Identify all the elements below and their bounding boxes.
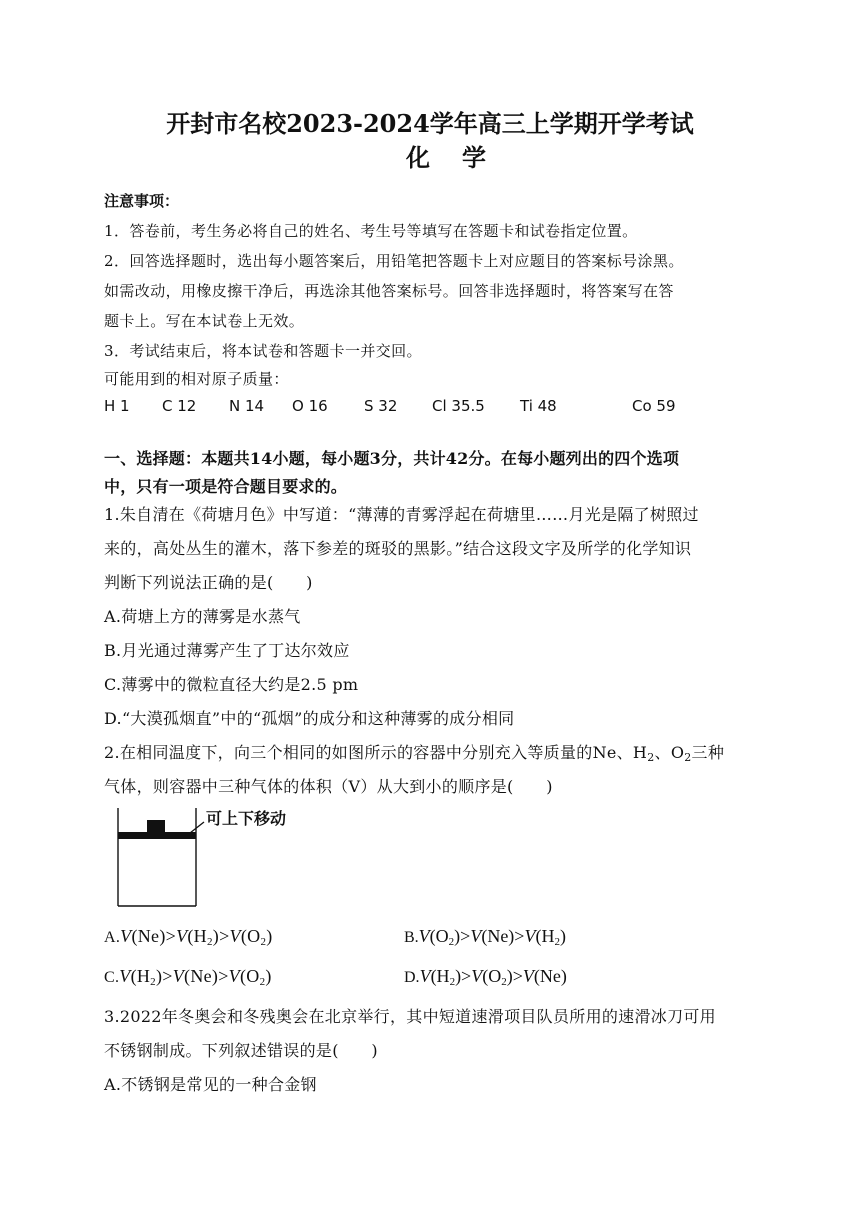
question-2-text: 气体，则容器中三种气体的体积（V）从大到小的顺序是( ) (104, 777, 553, 796)
note-line: 题卡上。写在本试卷上无效。 (104, 312, 305, 330)
container-figure (114, 806, 324, 916)
piston (118, 832, 196, 839)
atomic-mass-label: 可能用到的相对原子质量： (104, 370, 289, 388)
atomic-mass: Cl 35.5 (432, 397, 485, 415)
atomic-mass: N 14 (229, 397, 265, 415)
note-line: 2．回答选择题时，选出每小题答案后，用铅笔把答题卡上对应题目的答案标号涂黑。 (104, 252, 684, 270)
atomic-mass-list (104, 397, 676, 415)
atomic-mass: C 12 (162, 397, 197, 415)
question-1-text: 来的，高处丛生的灌木，落下参差的斑驳的黑影。”结合这段文字及所学的化学知识 (104, 539, 692, 558)
note-line: 如需改动，用橡皮擦干净后，再选涂其他答案标号。回答非选择题时，将答案写在答 (104, 282, 674, 300)
question-1-option-c: C.薄雾中的微粒直径大约是2.5 pm (104, 675, 359, 694)
subject-title: 化学 (406, 143, 518, 172)
question-1-option-b: B.月光通过薄雾产生了丁达尔效应 (104, 641, 350, 660)
note-line: 3．考试结束后，将本试卷和答题卡一并交回。 (104, 342, 422, 360)
question-2-option-c: $C.V(H_2)>V(Ne)>V(O_2)$ (104, 966, 272, 988)
exam-title: 开封市名校2023-2024学年高三上学期开学考试 (166, 109, 694, 138)
question-2-option-a: $A.V(Ne)>V(H_2)>V(O_2)$ (104, 926, 273, 948)
atomic-mass: S 32 (364, 397, 398, 415)
atomic-mass: O 16 (292, 397, 328, 415)
question-3-text: 3.2022年冬奥会和冬残奥会在北京举行，其中短道速滑项目队员所用的速滑冰刀可用 (104, 1007, 716, 1026)
figure-label: 可上下移动 (206, 809, 287, 828)
question-3-option-a: A.不锈钢是常见的一种合金钢 (104, 1075, 317, 1094)
question-1-stem-end: 判断下列说法正确的是( ) (104, 573, 313, 592)
atomic-mass: Ti 48 (520, 397, 557, 415)
label-leader-line (190, 822, 204, 833)
question-1-option-a: A.荷塘上方的薄雾是水蒸气 (104, 607, 301, 626)
section-heading: 一、选择题：本题共14小题，每小题3分，共计42分。在每小题列出的四个选项 (104, 449, 680, 468)
question-2-option-b: $B.V(O_2)>V(Ne)>V(H_2)$ (404, 926, 566, 948)
notes-heading: 注意事项： (104, 192, 180, 210)
note-line: 1．答卷前，考生务必将自己的姓名、考生号等填写在答题卡和试卷指定位置。 (104, 222, 638, 240)
question-1-text: 1.朱自清在《荷塘月色》中写道：“薄薄的青雾浮起在荷塘里……月光是隔了树照过 (104, 505, 699, 524)
question-2-text: 2.在相同温度下，向三个相同的如图所示的容器中分别充入等质量的Ne、$H_2$、$O_2$三种 (104, 743, 725, 764)
atomic-mass: Co 59 (632, 397, 676, 415)
question-3-text: 不锈钢制成。下列叙述错误的是( ) (104, 1041, 378, 1060)
piston-knob (147, 820, 165, 833)
question-2-option-d: $D.V(H_2)>V(O_2)>V(Ne)$ (404, 966, 567, 988)
question-1-option-d: D.“大漠孤烟直”中的“孤烟”的成分和这种薄雾的成分相同 (104, 709, 515, 728)
section-heading-cont: 中，只有一项是符合题目要求的。 (104, 477, 348, 496)
atomic-mass: H 1 (104, 397, 130, 415)
